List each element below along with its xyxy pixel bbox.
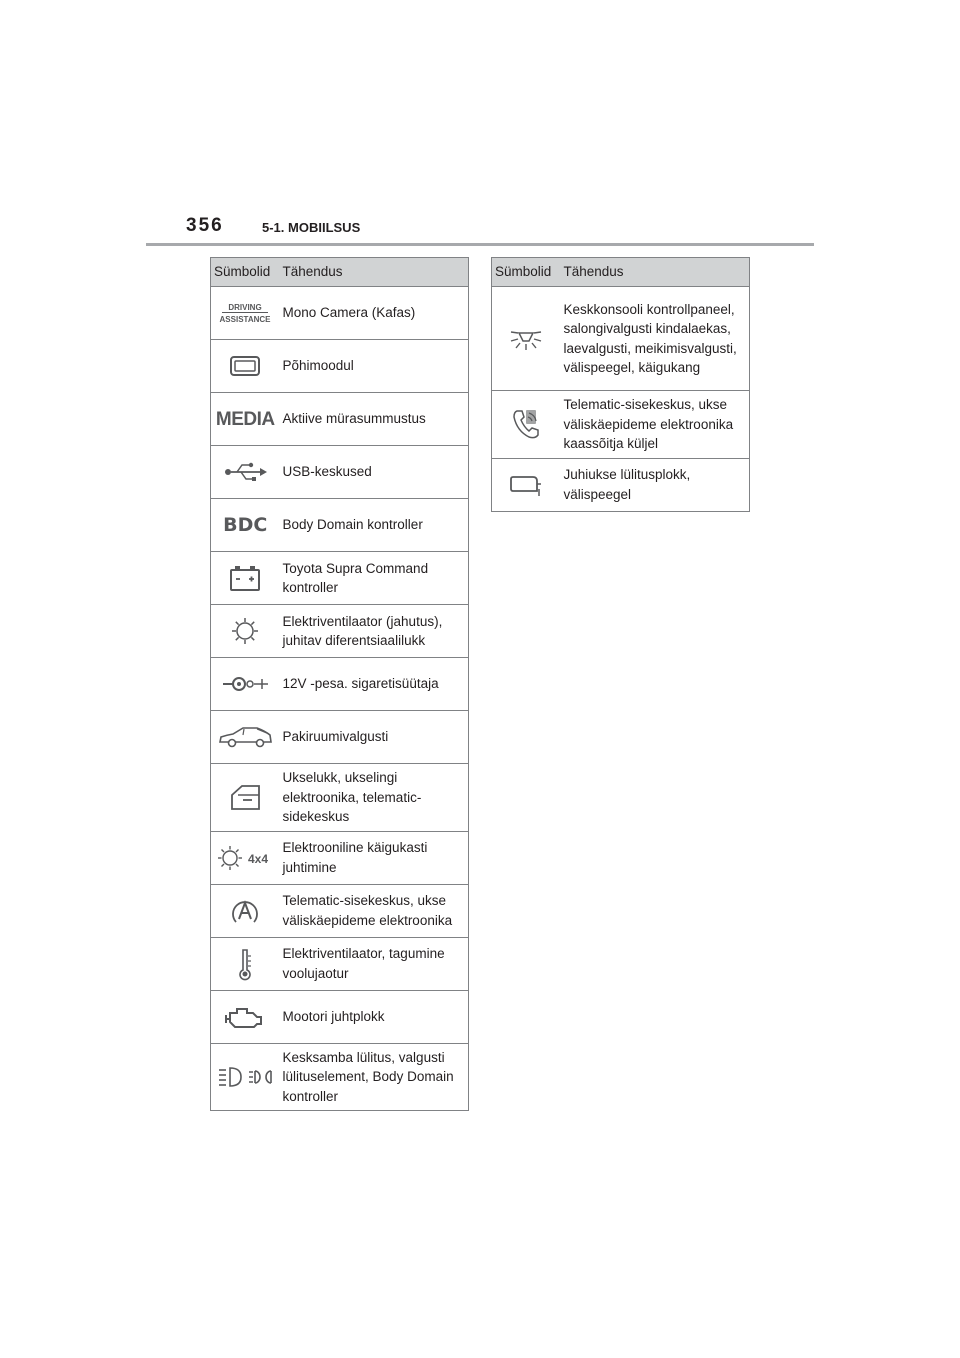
driving-assistance-icon — [216, 300, 274, 326]
table-row — [211, 1043, 469, 1111]
meaning-text: Body Domain kontroller — [280, 499, 469, 552]
engine-icon — [225, 1004, 265, 1030]
table-row — [211, 711, 469, 764]
header-rule — [146, 243, 814, 246]
table-row — [211, 764, 469, 832]
table-row — [211, 831, 469, 884]
door-icon — [228, 783, 262, 811]
table-header-row — [211, 258, 469, 287]
meaning-text: 12V -pesa. sigaretisüütaja — [280, 658, 469, 711]
meaning-text: Elektriventilaator (jahutus), juhitav diferentsiaalilukk — [280, 605, 469, 658]
mirror-icon — [509, 472, 543, 498]
gear-4x4-icon — [216, 843, 274, 873]
symbol-column-header: Sümbolid — [492, 258, 561, 287]
meaning-text: USB-keskused — [280, 446, 469, 499]
car-trunk-icon — [217, 725, 273, 749]
media-icon: MEDIA — [215, 408, 275, 430]
usb-icon — [223, 461, 267, 483]
meaning-text: Mootori juhtplokk — [280, 990, 469, 1043]
fan-gear-icon — [229, 615, 261, 647]
meaning-text: Toyota Supra Command kontroller — [280, 552, 469, 605]
headlight-icon — [217, 1065, 273, 1089]
meaning-column-header: Tähendus — [280, 258, 469, 287]
symbol-column-header: Sümbolid — [211, 258, 280, 287]
table-row — [211, 937, 469, 990]
fuse-symbol-table-right — [491, 257, 750, 512]
socket-icon — [221, 674, 269, 694]
symbol-text: DRIVING — [228, 303, 262, 312]
meaning-text: Mono Camera (Kafas) — [280, 287, 469, 340]
meaning-text: Telematic-sisekeskus, ukse väliskäepideme elektroonika — [280, 884, 469, 937]
meaning-column-header: Tähendus — [561, 258, 750, 287]
table-row — [211, 446, 469, 499]
auto-a-icon — [229, 895, 261, 927]
table-row — [211, 605, 469, 658]
table-row — [211, 287, 469, 340]
table-row — [211, 990, 469, 1043]
fuse-symbol-table-left — [210, 257, 469, 1111]
interior-light-icon — [508, 326, 544, 352]
table-row — [211, 552, 469, 605]
phone-icon — [511, 407, 541, 441]
meaning-text: Juhiukse lülitusplokk, välispeegel — [561, 458, 750, 511]
table-row — [492, 287, 750, 391]
table-row — [211, 340, 469, 393]
display-screen-icon — [229, 355, 261, 377]
symbol-text: 4x4 — [248, 851, 269, 866]
meaning-text: Keskkonsooli kontrollpaneel, salongivalgusti kindalaekas, laevalgusti, meikimisvalgusti, välispeegel, käigukang — [561, 287, 750, 391]
meaning-text: Põhimoodul — [280, 340, 469, 393]
table-row — [211, 393, 469, 446]
meaning-text: Kesksamba lülitus, valgusti lülituselement, Body Domain kontroller — [280, 1043, 469, 1111]
page-number: 356 — [186, 215, 224, 236]
battery-icon — [228, 564, 262, 592]
table-row — [211, 499, 469, 552]
meaning-text: Elektriventilaator, tagumine voolujaotur — [280, 937, 469, 990]
meaning-text: Telematic-sisekeskus, ukse väliskäepideme elektroonika kaassõitja küljel — [561, 391, 750, 459]
table-row — [492, 391, 750, 459]
symbol-text: ASSISTANCE — [219, 315, 271, 324]
table-header-row — [492, 258, 750, 287]
section-title: 5-1. MOBIILSUS — [262, 220, 361, 235]
thermometer-icon — [237, 947, 253, 981]
table-row — [211, 884, 469, 937]
meaning-text: Ukselukk, ukselingi elektroonika, telematic-sidekeskus — [280, 764, 469, 832]
meaning-text: Elektrooniline käigukasti juhtimine — [280, 831, 469, 884]
meaning-text: Aktiive mürasummustus — [280, 393, 469, 446]
meaning-text: Pakiruumivalgusti — [280, 711, 469, 764]
table-row — [492, 458, 750, 511]
table-row — [211, 658, 469, 711]
bdc-icon: BDC — [223, 513, 268, 536]
